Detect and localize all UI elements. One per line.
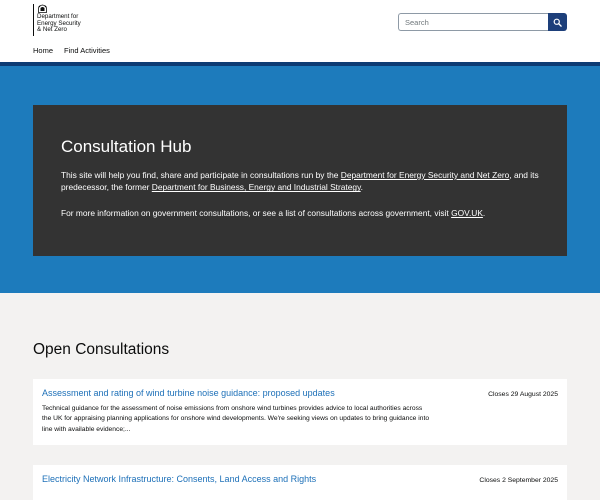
hero-more-text: For more information on government consultations, or see a list of consultations across government, visit [61, 207, 452, 218]
hero-intro-text-2: , and its predecessor, the former [61, 170, 539, 193]
department-logo[interactable] [33, 4, 81, 36]
main-nav [33, 46, 110, 55]
hero-intro-text: This site will help you find, share and participate in consultations run by the [61, 170, 341, 180]
hero-intro-end: . [360, 182, 363, 193]
consultation-card [33, 465, 567, 500]
hero-more-info [61, 207, 539, 219]
hero-more-end: . [482, 207, 486, 218]
magnifier-icon [553, 18, 562, 27]
department-name: Department for Energy Security & Net Zero [37, 13, 81, 34]
consultation-card [33, 379, 567, 445]
search-input[interactable] [398, 13, 548, 31]
page-title: Consultation Hub [61, 137, 192, 156]
hero-banner [0, 66, 600, 293]
beis-link[interactable]: Department for Business, Energy and Industrial Strategy [151, 182, 361, 193]
closing-date: Closes 2 September 2025 [479, 476, 558, 484]
site-header [0, 0, 600, 62]
consultation-title-link[interactable]: Assessment and rating of wind turbine noise guidance: proposed updates [42, 388, 335, 398]
hero-intro [61, 169, 539, 194]
closing-date: Closes 29 August 2025 [488, 391, 558, 398]
hero-card [33, 105, 567, 256]
nav-home[interactable]: Home [33, 46, 54, 55]
royal-crest-icon [37, 4, 48, 13]
main-content [0, 293, 600, 500]
nav-find-activities[interactable]: Find Activities [64, 46, 110, 55]
search-form [398, 13, 567, 31]
search-button[interactable] [548, 13, 567, 31]
govuk-link[interactable]: GOV.UK [451, 207, 483, 218]
open-consultations-heading: Open Consultations [33, 341, 170, 358]
consultation-description: Technical guidance for the assessment of noise emissions from onshore wind turbines provides advice to local authorities across the UK for appraising planning applications for onshore wind developments. We're seeking views on updates to bring guidance into line with available evidence;... [42, 405, 430, 433]
logo-divider [33, 4, 34, 36]
desnz-link[interactable]: Department for Energy Security and Net Zero [340, 170, 510, 180]
consultation-title-link[interactable]: Electricity Network Infrastructure: Consents, Land Access and Rights [42, 473, 317, 484]
